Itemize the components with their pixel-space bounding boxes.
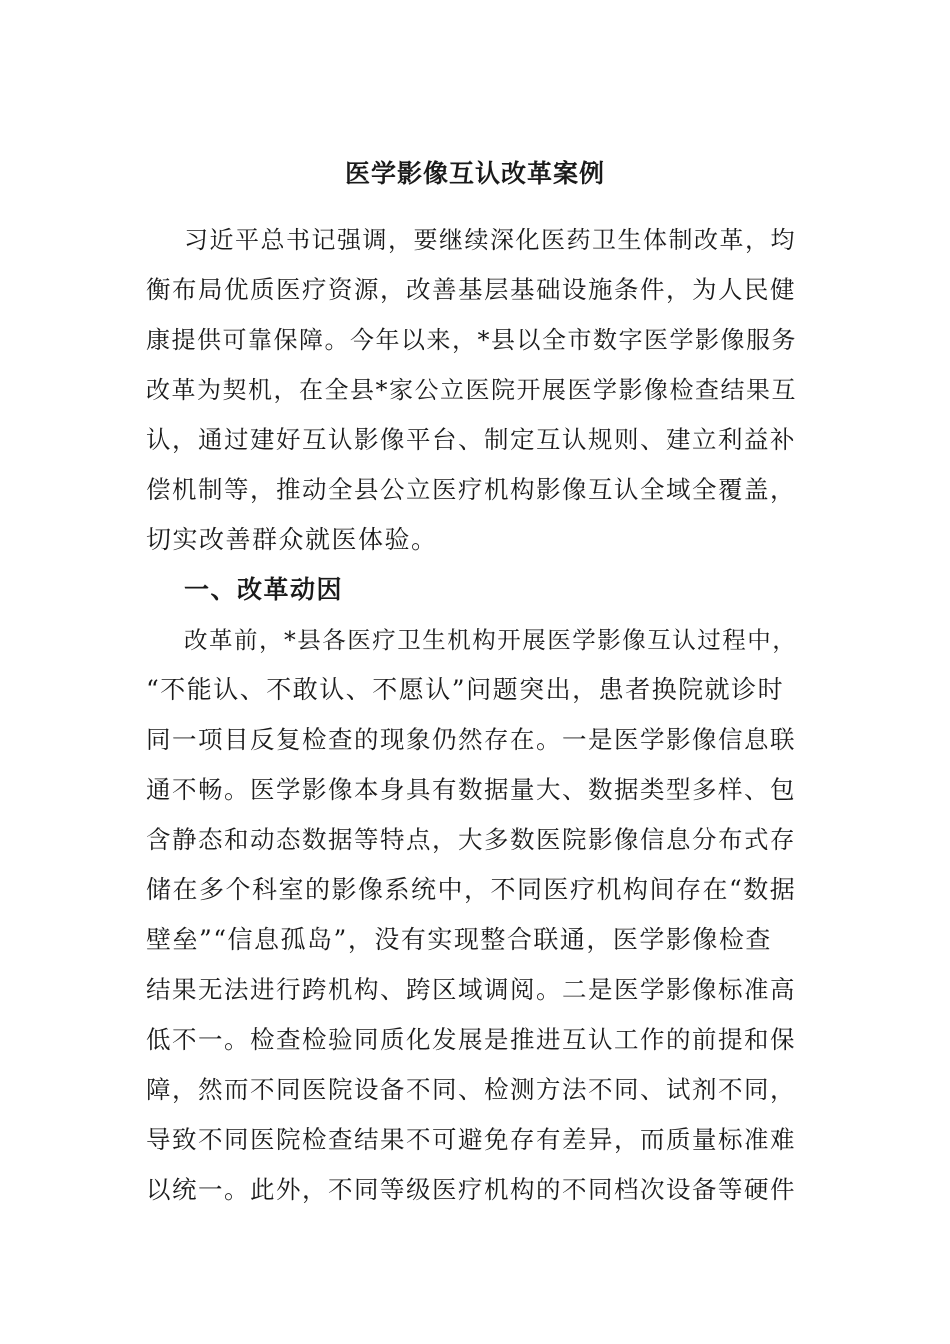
paragraph-line: 壁垒”“信息孤岛”，没有实现整合联通，医学影像检查 [146, 925, 772, 954]
paragraph-line: “不能认、不敢认、不愿认”问题突出，患者换院就诊时 [146, 675, 785, 704]
paragraph-line: 改革前，*县各医疗卫生机构开展医学影像互认过程中， [184, 626, 798, 654]
paragraph-line: 导致不同医院检查结果不可避免存有差异，而质量标准难 [146, 1125, 796, 1154]
paragraph-line: 含静态和动态数据等特点，大多数医院影像信息分布式存 [146, 825, 796, 854]
paragraph-line: 偿机制等，推动全县公立医疗机构影像互认全域全覆盖， [146, 475, 796, 504]
paragraph-line: 康提供可靠保障。今年以来，*县以全市数字医学影像服务 [146, 326, 797, 354]
paragraph-line: 低不一。检查检验同质化发展是推进互认工作的前提和保 [146, 1025, 796, 1054]
document-title: 医学影像互认改革案例 [344, 159, 605, 188]
paragraph-line: 认，通过建好互认影像平台、制定互认规则、建立利益补 [146, 425, 796, 454]
section-heading: 一、改革动因 [184, 575, 344, 604]
paragraph-line: 以统一。此外，不同等级医疗机构的不同档次设备等硬件 [146, 1175, 796, 1204]
paragraph-line: 结果无法进行跨机构、跨区域调阅。二是医学影像标准高 [146, 975, 796, 1004]
paragraph-line: 通不畅。医学影像本身具有数据量大、数据类型多样、包 [146, 775, 796, 804]
paragraph-line: 障，然而不同医院设备不同、检测方法不同、试剂不同， [146, 1075, 796, 1104]
paragraph-line: 同一项目反复检查的现象仍然存在。一是医学影像信息联 [146, 725, 796, 754]
paragraph-line: 切实改善群众就医体验。 [146, 525, 438, 554]
paragraph-line: 衡布局优质医疗资源，改善基层基础设施条件，为人民健 [146, 275, 796, 304]
paragraph-line: 改革为契机，在全县*家公立医院开展医学影像检查结果互 [146, 376, 797, 404]
paragraph-line: 储在多个科室的影像系统中，不同医疗机构间存在“数据 [146, 875, 797, 904]
paragraph-line: 习近平总书记强调，要继续深化医药卫生体制改革，均 [184, 226, 796, 254]
